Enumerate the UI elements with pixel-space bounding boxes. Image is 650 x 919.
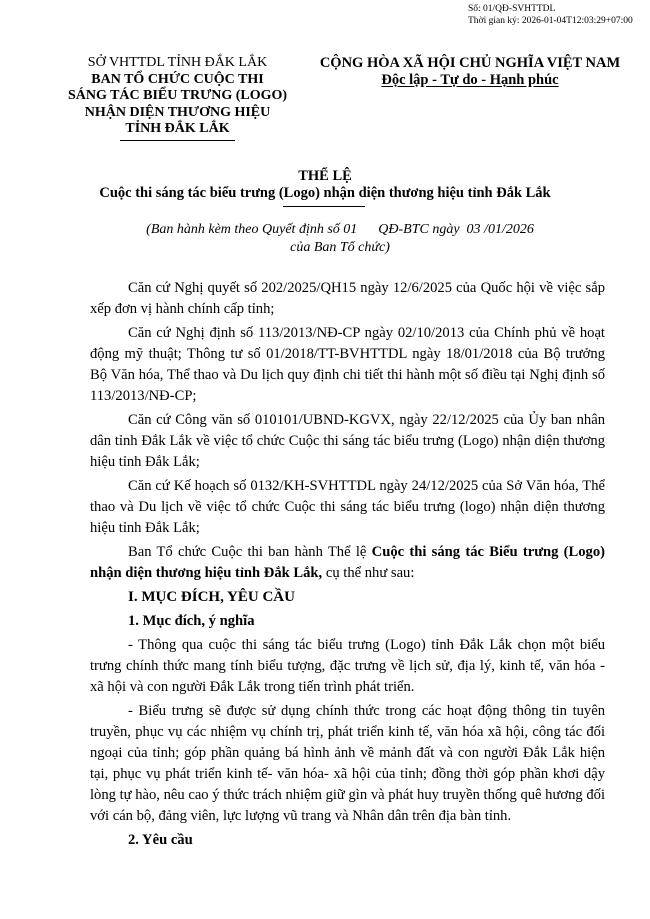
signature-stamp xyxy=(468,3,633,27)
org-name-line-3: NHẬN DIỆN THƯƠNG HIỆU xyxy=(84,104,271,120)
issuance-statement-end: cụ thể như sau: xyxy=(322,565,415,581)
subsection-heading-requirements: 2. Yêu cầu xyxy=(128,832,193,848)
sign-timestamp: Thời gian ký: 2026-01-04T12:03:29+07:00 xyxy=(468,16,633,26)
legal-basis-4: Căn cứ Kế hoạch số 0132/KH-SVHTTDL ngày 24/12/2025 của Sở Văn hóa, Thể thao và Du lịch về việc tổ chức Cuộc thi sáng tác biểu trưng (logo) nhận diện thương hiệu tỉnh Đắk Lắk; xyxy=(90,478,605,536)
subsection-heading-purpose: 1. Mục đích, ý nghĩa xyxy=(128,613,255,629)
org-name-line-2: SÁNG TÁC BIỂU TRƯNG (LOGO) xyxy=(67,88,288,103)
issuing-body-header xyxy=(60,55,295,141)
org-name-line-4: TỈNH ĐẮK LẮK xyxy=(125,121,230,136)
issuance-statement-start: Ban Tổ chức Cuộc thi ban hành Thể lệ xyxy=(128,544,372,560)
issuance-note xyxy=(100,221,580,257)
country-name: CỘNG HÒA XÃ HỘI CHỦ NGHĨA VIỆT NAM xyxy=(319,55,621,71)
issuance-line-2: của Ban Tổ chức) xyxy=(290,240,390,255)
doc-number: Số: 01/QĐ-SVHTTDL xyxy=(468,4,556,14)
issuance-line-1: (Ban hành kèm theo Quyết định số 01 QĐ-BTC ngày 03 /01/2026 xyxy=(146,222,534,237)
legal-basis-3: Căn cứ Công văn số 010101/UBND-KGVX, ngày 22/12/2025 của Ủy ban nhân dân tỉnh Đắk Lắk về việc tổ chức Cuộc thi sáng tác biểu trưng (Logo) nhận diện thương hiệu tỉnh Đắk Lắk; xyxy=(90,412,605,470)
document-title: THỂ LỆ xyxy=(298,168,352,184)
national-header xyxy=(300,55,640,89)
national-motto: Độc lập - Tự do - Hạnh phúc xyxy=(381,72,559,88)
org-name-line-1: BAN TỔ CHỨC CUỘC THI xyxy=(91,71,264,87)
issuance-statement xyxy=(90,542,605,584)
department-name: SỞ VHTTDL TỈNH ĐẮK LẮK xyxy=(87,55,268,70)
document-subtitle: Cuộc thi sáng tác biểu trưng (Logo) nhận diện thương hiệu tỉnh Đắk Lắk xyxy=(99,185,551,201)
document-body xyxy=(90,278,605,854)
header-divider xyxy=(120,140,235,141)
section-heading-purpose-requirements: I. MỤC ĐÍCH, YÊU CẦU xyxy=(128,589,295,605)
purpose-paragraph-2: - Biểu trưng sẽ được sử dụng chính thức trong các hoạt động thông tin tuyên truyền, phục vụ các nhiệm vụ chính trị, phát triển kinh tế, văn hóa xã hội, công tác đối ngoại của tỉnh; góp phần quảng bá hình ảnh về mảnh đất và con người Đắk Lắk hiện tại, phục vụ phát triển kinh tế- văn hóa- xã hội của tỉnh; đồng thời góp phần khơi dậy lòng tự hào, nêu cao ý thức trách nhiệm giữ gìn và phát huy truyền thống quê hương đối với cán bộ, đảng viên, lực lượng vũ trang và Nhân dân trên địa bàn tỉnh. xyxy=(90,703,605,824)
title-divider xyxy=(283,206,365,207)
legal-basis-1: Căn cứ Nghị quyết số 202/2025/QH15 ngày 12/6/2025 của Quốc hội về việc sắp xếp đơn vị hành chính cấp tỉnh; xyxy=(90,280,605,317)
contest-name-bold: Cuộc thi sáng tác Biểu trưng (Logo) nhận diện thương hiệu tỉnh Đắk Lắk, xyxy=(90,544,606,581)
legal-basis-2: Căn cứ Nghị định số 113/2013/NĐ-CP ngày 02/10/2013 của Chính phủ về hoạt động mỹ thuật; Thông tư số 01/2018/TT-BVHTTDL ngày 18/01/2018 của Bộ trưởng Bộ Văn hóa, Thể thao và Du lịch quy định chi tiết thi hành một số điều tại Nghị định số 113/2013/NĐ-CP; xyxy=(90,325,605,404)
purpose-paragraph-1: - Thông qua cuộc thi sáng tác biểu trưng (Logo) tỉnh Đắk Lắk chọn một biểu trưng chính thức mang tính biểu tượng, đặc trưng về lịch sử, địa lý, kinh tế, văn hóa - xã hội và con người Đắk Lắk trong tiến trình phát triển. xyxy=(90,637,605,695)
